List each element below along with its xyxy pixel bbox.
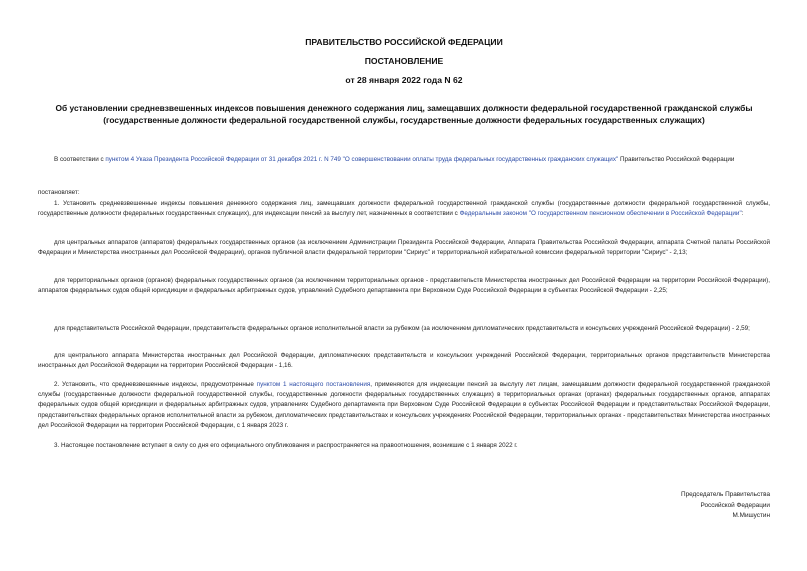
paragraph-territorial-bodies xyxy=(38,276,770,296)
document-type: ПОСТАНОВЛЕНИЕ xyxy=(364,56,444,66)
paragraph-clause-1 xyxy=(38,199,770,219)
clause-3-text: 3. Настоящее постановление вступает в силу со дня его официального опубликования и распространяется на правоотношения, возникшие с 1 января 2022 г. xyxy=(54,442,518,449)
clause-1-text-end: : xyxy=(741,210,744,218)
territorial-bodies-text: для территориальных органов (органов) федеральных государственных органов (за исключением территориальных органов - представительств Министерства иностранных дел Российской Федерации на территории Российской Федерации), аппаратов федеральных судов общей юрисдикции и федеральных арбитражных судов, управлений Судебного департамента при Верховном Суде Российской Федерации в субъектах Российской Федерации - 2,25; xyxy=(38,277,770,295)
clause-1-text-start: 1. Установить средневзвешенные индексы повышения денежного содержания лиц, замещавших должности федеральной государственной гражданской службы (государственные должности федеральной государственной службы, государственные должности федеральных государственных служащих), для индексации пенсий за выслугу лет, назначенных в соответствии с xyxy=(38,200,770,218)
paragraph-clause-3 xyxy=(38,441,770,451)
federal-law-link[interactable]: Федеральным законом "О государственном пенсионном обеспечении в Российской Федерации" xyxy=(459,210,742,218)
paragraph-decides: постановляет: xyxy=(38,189,80,196)
signature-block xyxy=(681,490,770,522)
paragraph-foreign-ministry xyxy=(38,351,770,371)
representations-abroad-text: для представительств Российской Федерации, представительств федеральных органов исполнительной власти за рубежом (за исключением дипломатических представительств и консульских учреждений Российской Федерации) - 2,59; xyxy=(54,325,750,332)
decree-link[interactable]: пунктом 4 Указа Президента Российской Федерации от 31 декабря 2021 г. N 749 "О совершенствовании оплаты труда федеральных государственных гражданских служащих" xyxy=(105,156,619,163)
clause-2-text-start: 2. Установить, что средневзвешенные индексы, предусмотренные xyxy=(54,381,257,388)
paragraph-clause-2 xyxy=(38,380,770,431)
preamble-text-start: В соответствии с xyxy=(54,156,106,163)
government-name: ПРАВИТЕЛЬСТВО РОССИЙСКОЙ ФЕДЕРАЦИИ xyxy=(305,37,503,47)
preamble-text-end: Правительство Российской Федерации xyxy=(618,156,735,163)
signature-name: М.Мишустин xyxy=(732,512,770,519)
clause-2-text-end: , применяются для индексации пенсий за выслугу лет лицам, замещавшим должности федеральной государственной гражданской службы (государственные должности федеральной государственной службы, государственные должности федеральных государственных служащих) в территориальных органах (органах) федеральных государственных органов, аппаратах федеральных судов общей юрисдикции и федеральных арбитражных судов, управлениях Судебного департамента при Верховном Суде Российской Федерации в субъектах Российской Федерации и представительствах Российской Федерации, представительствах федеральных органов исполнительной власти за рубежом, дипломатических представительствах и консульских учреждениях Российской Федерации, территориальных органах - представительствах Министерства иностранных дел Российской Федерации на территории Российской Федерации, с 1 января 2023 г. xyxy=(38,381,770,429)
paragraph-representations-abroad xyxy=(38,324,770,334)
document-title: Об установлении средневзвешенных индексов повышения денежного содержания лиц, замещавших должности федеральной государственной гражданской службы (государственные должности федеральной государственной службы, государственные должности федеральных государственных служащих) xyxy=(55,103,753,125)
signature-position: Председатель Правительства xyxy=(681,491,770,498)
paragraph-preamble xyxy=(38,155,770,165)
clause-1-link[interactable]: пунктом 1 настоящего постановления xyxy=(256,381,371,388)
document-date-number: от 28 января 2022 года N 62 xyxy=(345,75,463,85)
signature-organization: Российской Федерации xyxy=(700,501,770,509)
central-apparatus-text: для центральных аппаратов (аппаратов) федеральных государственных органов (за исключением Администрации Президента Российской Федерации, Аппарата Правительства Российской Федерации, аппарата Счетной палаты Российской Федерации и Министерства иностранных дел Российской Федерации), органов публичной власти федеральной территории "Сириус" и территориальной избирательной комиссии федеральной территории "Сириус" - 2,13; xyxy=(38,239,770,257)
foreign-ministry-text: для центрального аппарата Министерства иностранных дел Российской Федерации, дипломатических представительств и консульских учреждений Российской Федерации, территориальных органов представительств Министерства иностранных дел Российской Федерации на территории Российской Федерации - 1,16. xyxy=(38,352,770,370)
paragraph-central-apparatus xyxy=(38,238,770,258)
